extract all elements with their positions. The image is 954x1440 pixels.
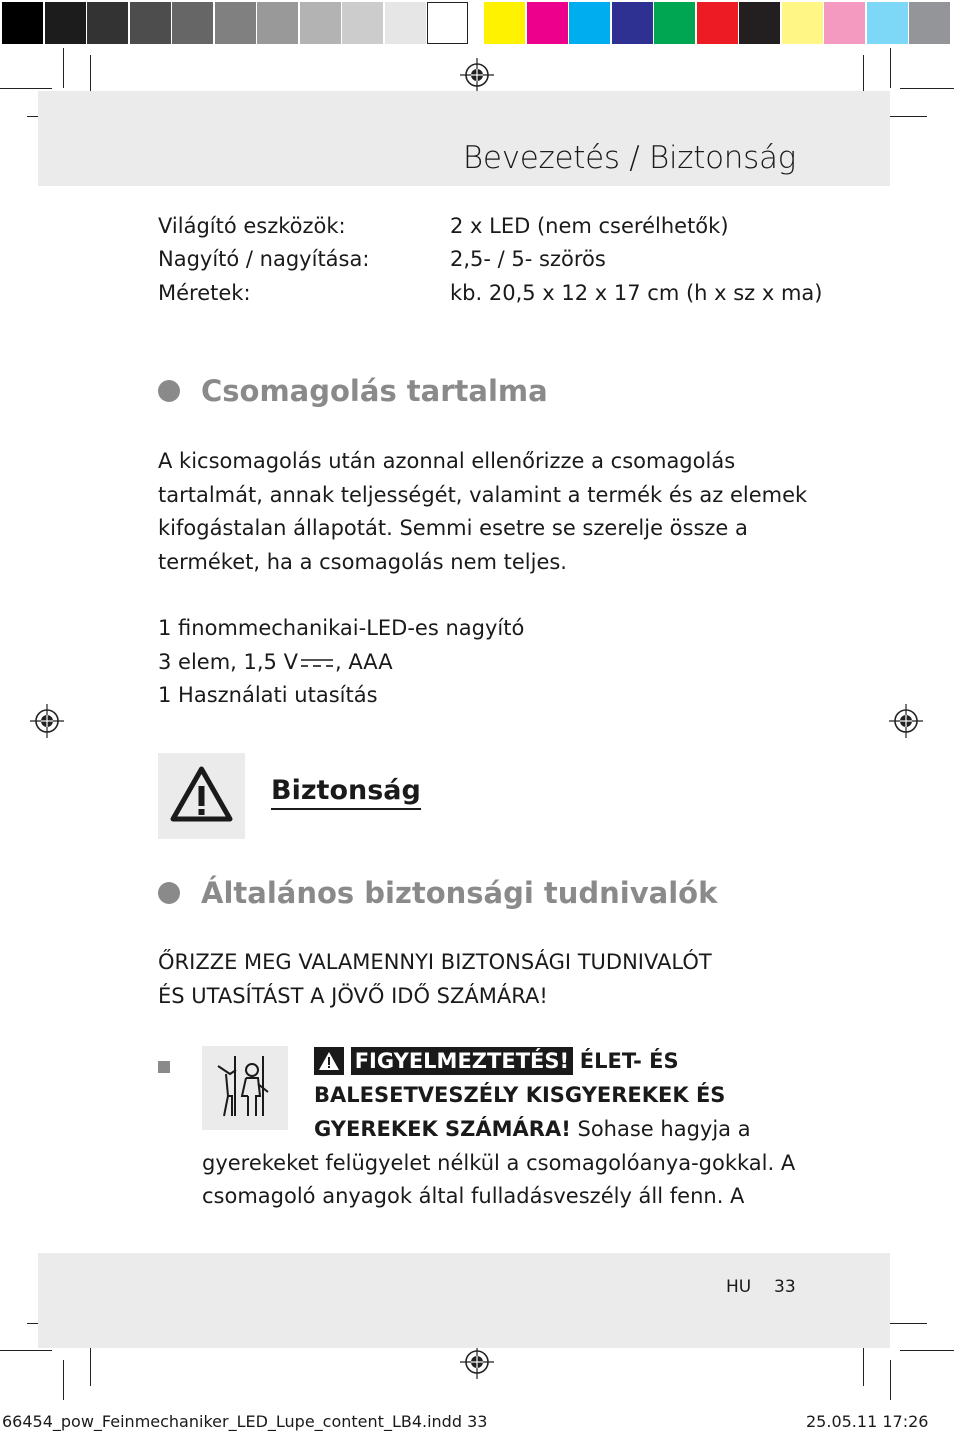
color-swatch [300, 2, 341, 44]
color-swatch [612, 2, 653, 44]
crop-mark [900, 88, 954, 89]
color-swatch [909, 2, 950, 44]
crop-mark [63, 1360, 64, 1400]
color-swatch [697, 2, 738, 44]
paragraph-line: tartalmát, annak teljességét, valamint a termék és az elemek [158, 482, 808, 507]
color-swatch [484, 2, 525, 44]
spec-row [158, 243, 606, 276]
paragraph-line: kifogástalan állapotát. Semmi esetre se szerelje össze a [158, 516, 748, 540]
page-number: 33 [774, 1277, 796, 1297]
spec-label: Világító eszközök: [158, 214, 346, 238]
bullet-dot-icon [158, 380, 180, 402]
color-swatch [569, 2, 610, 44]
crop-mark [890, 48, 891, 88]
child-icon [202, 1046, 288, 1130]
spec-label: Nagyító / nagyítása: [158, 247, 370, 271]
color-swatch [654, 2, 695, 44]
warning-badge [314, 1047, 344, 1075]
spec-label: Méretek: [158, 281, 251, 305]
spec-value: 2,5- / 5- szörös [450, 247, 606, 271]
crop-mark [900, 1350, 954, 1351]
registration-mark-icon [889, 704, 923, 738]
spec-row [158, 277, 823, 310]
crop-mark [0, 88, 52, 89]
registration-mark-icon [460, 58, 494, 92]
safety-icon-box [158, 753, 245, 839]
warning-triangle-icon [158, 753, 245, 839]
safety-heading: Biztonság [271, 774, 421, 810]
color-swatch [824, 2, 865, 44]
list-item-text: 3 elem, 1,5 V [158, 649, 298, 674]
warning-text-bold: GYEREKEK SZÁMÁRA! [314, 1117, 571, 1141]
spec-row [158, 210, 729, 243]
safety-caps-line: ÉS UTASÍTÁST A JÖVŐ IDŐ SZÁMÁRA! [158, 984, 548, 1008]
slug-filename: 66454_pow_Feinmechaniker_LED_Lupe_content_LB4.indd 33 [2, 1412, 488, 1431]
spec-value: 2 x LED (nem cserélhetők) [450, 214, 729, 238]
spec-value: kb. 20,5 x 12 x 17 cm (h x sz x ma) [450, 281, 823, 305]
section-heading-text: Csomagolás tartalma [201, 374, 548, 408]
slug-date: 25.05.11 17:26 [806, 1412, 929, 1431]
warning-line [314, 1045, 679, 1079]
section-heading-text: Általános biztonsági tudnivalók [201, 876, 718, 910]
footer-language: HU [726, 1277, 752, 1297]
bullet-dot-icon [158, 882, 180, 904]
color-calibration-bar-color [484, 2, 952, 44]
safety-caps-line: ŐRIZZE MEG VALAMENNYI BIZTONSÁGI TUDNIVALÓT [158, 950, 712, 974]
registration-mark-icon [460, 1345, 494, 1379]
crop-mark [890, 1360, 891, 1400]
list-item [158, 646, 838, 680]
list-item-text: , AAA [334, 649, 393, 674]
child-warning-pictogram [202, 1046, 288, 1130]
color-swatch [172, 2, 213, 44]
color-swatch [385, 2, 426, 44]
crop-mark [63, 48, 64, 88]
warning-text: gyerekeket felügyelet nélkül a csomagolóanya-gokkal. A [202, 1151, 796, 1175]
warning-triangle-icon [318, 1051, 340, 1071]
list-item: 1 Használati utasítás [158, 683, 378, 707]
color-calibration-bar-gray [2, 2, 470, 44]
dc-current-icon [300, 655, 334, 671]
paragraph-line: A kicsomagolás után azonnal ellenőrizze a csomagolás [158, 449, 736, 473]
package-paragraph [158, 445, 838, 579]
color-swatch [87, 2, 128, 44]
color-swatch [257, 2, 298, 44]
color-swatch [739, 2, 780, 44]
section-heading-general-safety [158, 876, 717, 910]
registration-mark-icon [30, 704, 64, 738]
warning-text: csomagoló anyagok által fulladásveszély áll fenn. A [202, 1184, 745, 1208]
warning-text-bold: ÉLET- ÉS [579, 1049, 679, 1073]
color-swatch [215, 2, 256, 44]
warning-text: Sohase hagyja a [577, 1117, 751, 1141]
color-swatch [2, 2, 43, 44]
warning-line [314, 1113, 751, 1147]
warning-badge-label: FIGYELMEZTETÉS! [351, 1047, 573, 1075]
color-swatch [782, 2, 823, 44]
color-swatch [427, 2, 468, 44]
color-swatch [130, 2, 171, 44]
list-item: 1 finommechanikai-LED-es nagyító [158, 616, 525, 640]
color-swatch [342, 2, 383, 44]
color-swatch [527, 2, 568, 44]
warning-text-bold: BALESETVESZÉLY KISGYEREKEK ÉS [314, 1083, 726, 1107]
paragraph-line: terméket, ha a csomagolás nem teljes. [158, 549, 567, 574]
color-swatch [867, 2, 908, 44]
square-bullet-icon [158, 1061, 170, 1073]
crop-mark [0, 1350, 52, 1351]
section-heading-package [158, 374, 548, 408]
footer-band [38, 1253, 890, 1348]
color-swatch [45, 2, 86, 44]
page-title: Bevezetés / Biztonság [462, 140, 796, 176]
package-items-list [158, 612, 838, 713]
